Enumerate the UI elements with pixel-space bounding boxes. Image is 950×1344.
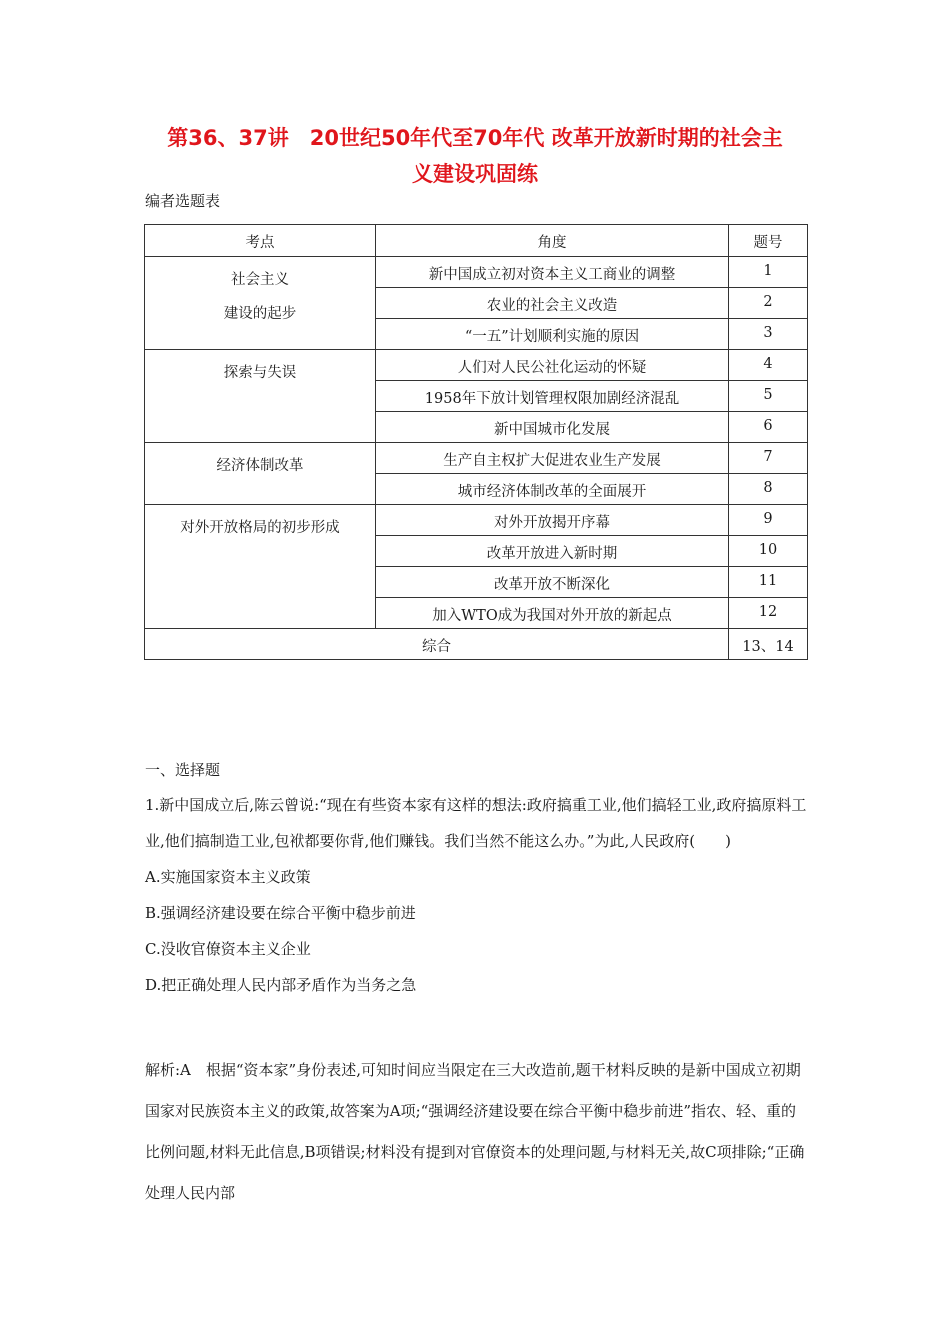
kaodian-cell: 对外开放格局的初步形成 — [145, 505, 376, 629]
summary-number: 13、14 — [729, 629, 808, 660]
number-cell: 8 — [729, 474, 808, 505]
header-tihao: 题号 — [729, 225, 808, 257]
number-cell: 6 — [729, 412, 808, 443]
option-d: D.把正确处理人民内部矛盾作为当务之急 — [145, 976, 417, 994]
page-title — [130, 120, 820, 192]
angle-cell: 生产自主权扩大促进农业生产发展 — [376, 443, 729, 474]
angle-cell: “一五”计划顺利实施的原因 — [376, 319, 729, 350]
table-caption: 编者选题表 — [145, 192, 221, 210]
angle-cell: 农业的社会主义改造 — [376, 288, 729, 319]
number-cell: 5 — [729, 381, 808, 412]
number-cell: 11 — [729, 567, 808, 598]
number-cell: 9 — [729, 505, 808, 536]
table-row — [145, 443, 808, 474]
angle-cell: 人们对人民公社化运动的怀疑 — [376, 350, 729, 381]
header-jiaodu: 角度 — [376, 225, 729, 257]
number-cell: 1 — [729, 257, 808, 288]
option-c: C.没收官僚资本主义企业 — [145, 940, 311, 958]
question-stem: 1.新中国成立后,陈云曾说:“现在有些资本家有这样的想法:政府搞重工业,他们搞轻工业,政府搞原料工业,他们搞制造工业,包袱都要你背,他们赚钱。我们当然不能这么办。”为此,人民政府( ) — [145, 796, 807, 850]
table-header-row — [145, 225, 808, 257]
number-cell: 7 — [729, 443, 808, 474]
angle-cell: 改革开放进入新时期 — [376, 536, 729, 567]
kaodian-cell: 探索与失误 — [145, 350, 376, 443]
question-1 — [145, 787, 810, 1003]
analysis-paragraph: 解析:A 根据“资本家”身份表述,可知时间应当限定在三大改造前,题干材料反映的是新中国成立初期国家对民族资本主义的政策,故答案为A项;“强调经济建设要在综合平衡中稳步前进”指农、轻、重的比例问题,材料无此信息,B项错误;材料没有提到对官僚资本的处理问题,与材料无关,故C项排除;“正确处理人民内部 — [145, 1061, 805, 1202]
angle-cell: 1958年下放计划管理权限加剧经济混乱 — [376, 381, 729, 412]
option-a: A.实施国家资本主义政策 — [145, 868, 311, 886]
angle-cell: 新中国城市化发展 — [376, 412, 729, 443]
number-cell: 3 — [729, 319, 808, 350]
angle-cell: 城市经济体制改革的全面展开 — [376, 474, 729, 505]
angle-cell: 改革开放不断深化 — [376, 567, 729, 598]
table-row — [145, 505, 808, 536]
angle-cell: 新中国成立初对资本主义工商业的调整 — [376, 257, 729, 288]
kaodian-text: 建设的起步 — [223, 306, 297, 322]
title-line-1: 第36、37讲 20世纪50年代至70年代 改革开放新时期的社会主 — [167, 126, 783, 150]
number-cell: 4 — [729, 350, 808, 381]
section-heading: 一、选择题 — [145, 761, 221, 779]
option-b: B.强调经济建设要在综合平衡中稳步前进 — [145, 904, 416, 922]
summary-label: 综合 — [145, 629, 729, 660]
title-line-2: 义建设巩固练 — [412, 162, 538, 186]
table-row — [145, 257, 808, 288]
table-row — [145, 350, 808, 381]
angle-cell: 对外开放揭开序幕 — [376, 505, 729, 536]
topic-selection-table — [144, 224, 808, 660]
header-kaodian: 考点 — [145, 225, 376, 257]
number-cell: 2 — [729, 288, 808, 319]
angle-cell: 加入WTO成为我国对外开放的新起点 — [376, 598, 729, 629]
number-cell: 12 — [729, 598, 808, 629]
table-summary-row — [145, 629, 808, 660]
kaodian-text: 社会主义 — [231, 272, 289, 288]
kaodian-cell: 经济体制改革 — [145, 443, 376, 505]
number-cell: 10 — [729, 536, 808, 567]
kaodian-cell — [145, 257, 376, 350]
